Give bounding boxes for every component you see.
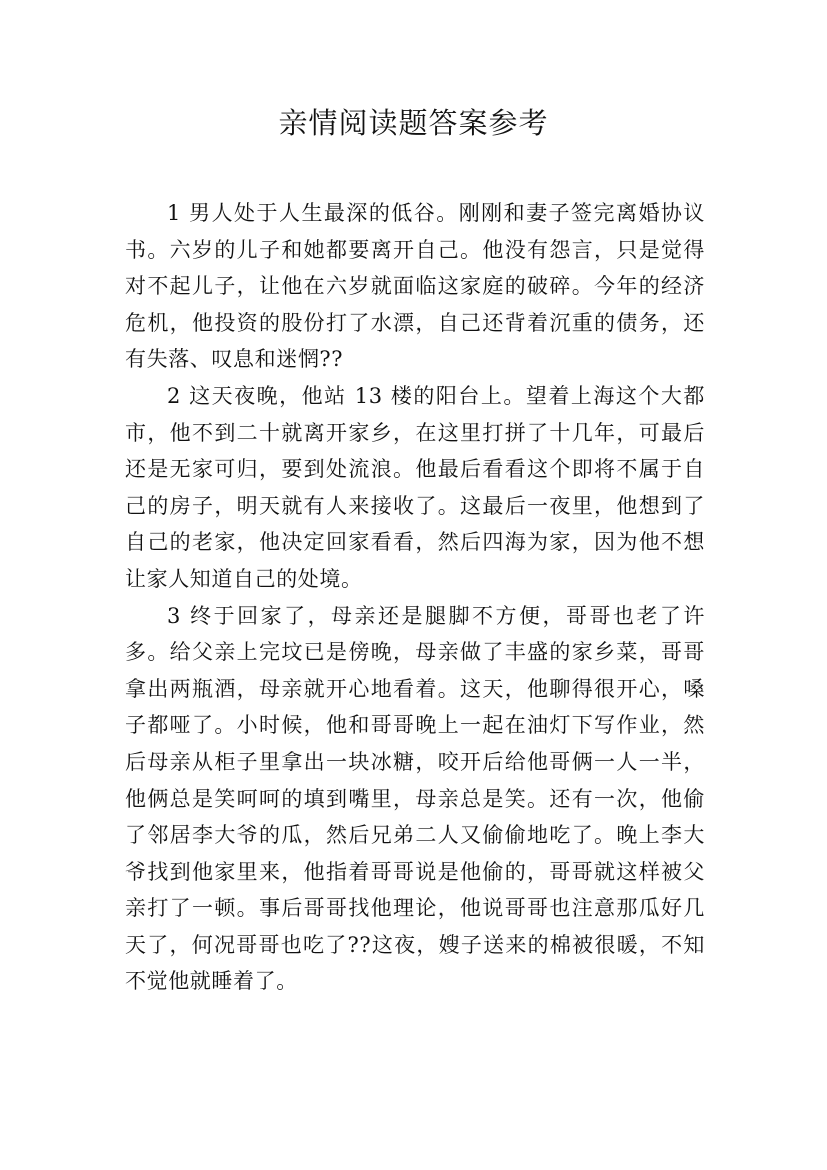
- document-body: [125, 195, 705, 1000]
- document-title: 亲情阅读题答案参考: [278, 106, 549, 140]
- paragraph-3: 3 终于回家了，母亲还是腿脚不方便，哥哥也老了许多。给父亲上完坟已是傍晚，母亲做了丰盛的家乡菜，哥哥拿出两瓶酒，母亲就开心地看着。这天，他聊得很开心，嗓子都哑了。小时候，他和哥哥晚上一起在油灯下写作业，然后母亲从柜子里拿出一块冰糖，咬开后给他哥俩一人一半，他俩总是笑呵呵的填到嘴里，母亲总是笑。还有一次，他偷了邻居李大爷的瓜，然后兄弟二人又偷偷地吃了。晚上李大爷找到他家里来，他指着哥哥说是他偷的，哥哥就这样被父亲打了一顿。事后哥哥找他理论，他说哥哥也注意那瓜好几天了，何况哥哥也吃了??这夜，嫂子送来的棉被很暖，不知不觉他就睡着了。: [125, 603, 705, 994]
- paragraph-2: 2 这天夜晚，他站 13 楼的阳台上。望着上海这个大都市，他不到二十就离开家乡，在这里打拼了十几年，可最后还是无家可归，要到处流浪。他最后看看这个即将不属于自己的房子，明天就有人来接收了。这最后一夜里，他想到了自己的老家，他决定回家看看，然后四海为家，因为他不想让家人知道自己的处境。: [125, 383, 705, 591]
- paragraph-1: 1 男人处于人生最深的低谷。刚刚和妻子签完离婚协议书。六岁的儿子和她都要离开自己。他没有怨言，只是觉得对不起儿子，让他在六岁就面临这家庭的破碎。今年的经济危机，他投资的股份打了水漂，自己还背着沉重的债务，还有失落、叹息和迷惘??: [125, 201, 705, 372]
